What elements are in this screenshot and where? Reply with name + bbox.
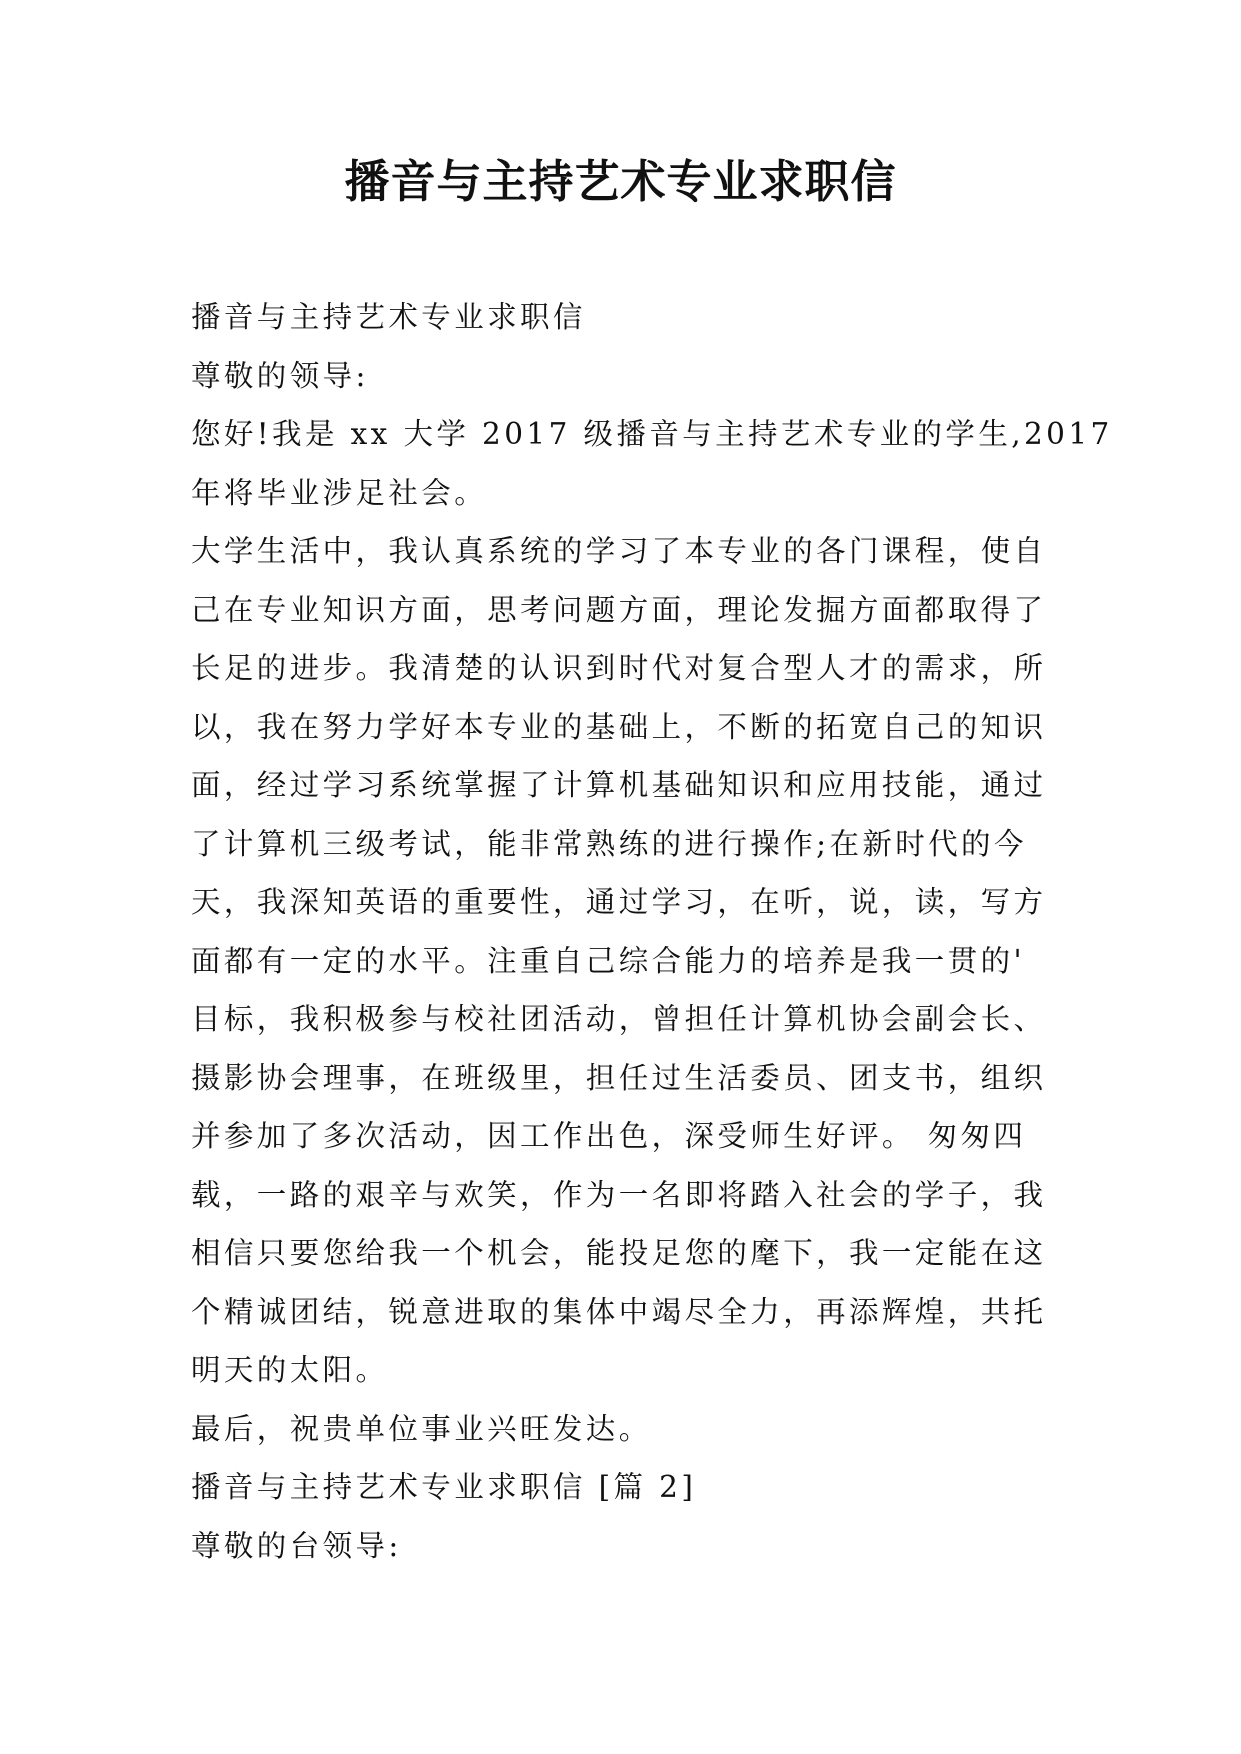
text-line: 尊敬的领导: <box>191 358 369 393</box>
text-line: 年将毕业涉足社会。 <box>191 475 488 510</box>
text-line: 己在专业知识方面，思考问题方面，理论发掘方面都取得了 <box>191 592 1047 627</box>
text-line: 了计算机三级考试，能非常熟练的进行操作;在新时代的今 <box>191 826 1027 861</box>
text-line: 大学生活中，我认真系统的学习了本专业的各门课程，使自 <box>191 534 1047 568</box>
text-line: 面，经过学习系统掌握了计算机基础知识和应用技能，通过 <box>191 768 1047 802</box>
text-line: 面都有一定的水平。注重自己综合能力的培养是我一贯的' <box>191 943 1026 978</box>
text-line: 最后，祝贵单位事业兴旺发达。 <box>191 1411 652 1446</box>
document-body <box>191 288 1113 1575</box>
paragraph-closing <box>191 1400 1051 1459</box>
paragraph-salutation <box>191 347 1051 406</box>
text-line: 尊敬的台领导: <box>191 1528 402 1563</box>
paragraph-body <box>191 522 1051 1400</box>
text-line: 您好!我是 xx 大学 2017 级播音与主持艺术专业的学生,2017 <box>191 417 1113 451</box>
text-line: 个精诚团结，锐意进取的集体中竭尽全力，再添辉煌，共托 <box>191 1294 1047 1329</box>
text-line: 明天的太阳。 <box>191 1353 389 1387</box>
text-line: 载，一路的艰辛与欢笑，作为一名即将踏入社会的学子，我 <box>191 1177 1047 1212</box>
text-line: 天，我深知英语的重要性，通过学习，在听，说，读，写方 <box>191 885 1047 919</box>
text-line: 播音与主持艺术专业求职信 [篇 2] <box>191 1470 697 1504</box>
text-line: 播音与主持艺术专业求职信 <box>191 300 586 334</box>
text-line: 并参加了多次活动，因工作出色，深受师生好评。 匆匆四 <box>191 1119 1027 1153</box>
paragraph-greeting <box>191 405 1113 522</box>
text-line: 以，我在努力学好本专业的基础上，不断的拓宽自己的知识 <box>191 709 1047 744</box>
paragraph-salutation-2 <box>191 1517 1051 1576</box>
text-line: 摄影协会理事，在班级里，担任过生活委员、团支书，组织 <box>191 1060 1047 1095</box>
paragraph-subtitle <box>191 288 1051 347</box>
paragraph-section-heading <box>191 1458 1051 1517</box>
document-title: 播音与主持艺术专业求职信 <box>344 155 897 208</box>
text-line: 目标，我积极参与校社团活动，曾担任计算机协会副会长、 <box>191 1002 1047 1036</box>
text-line: 长足的进步。我清楚的认识到时代对复合型人才的需求，所 <box>191 651 1047 685</box>
text-line: 相信只要您给我一个机会，能投足您的麾下，我一定能在这 <box>191 1236 1047 1270</box>
